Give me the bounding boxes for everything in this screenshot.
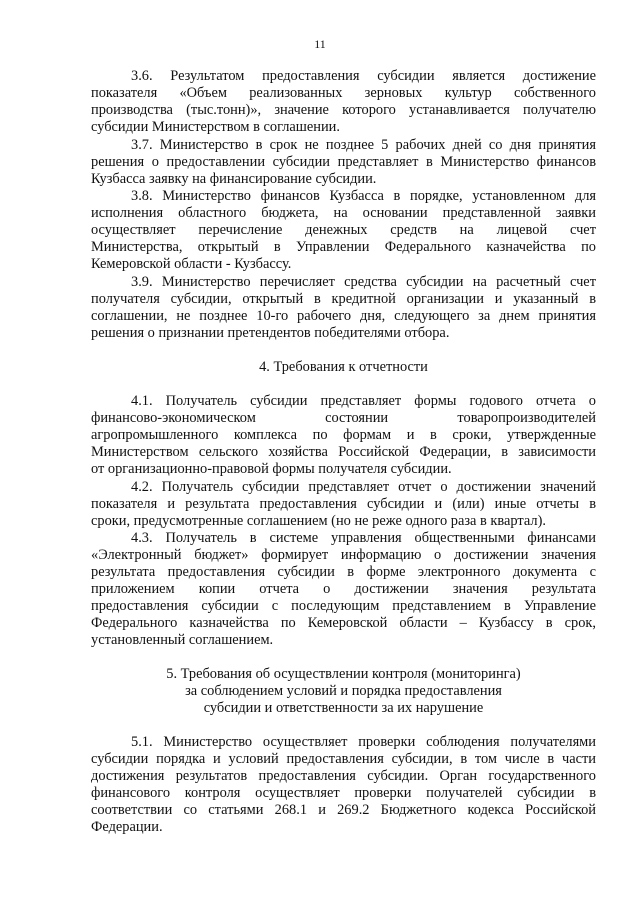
text-line: 4.2. Получатель субсидии представляет отчет о достижении значений: [131, 479, 596, 495]
text-line: получателя субсидии, открытый в кредитной организации и указанный в: [91, 291, 596, 307]
text-line: 5.1. Министерство осуществляет проверки соблюдения получателями: [131, 734, 596, 750]
text-line: показателя и результата предоставления субсидии и (или) иные отчеты в: [91, 496, 596, 512]
text-line: показателя «Объем реализованных зерновых культур собственного: [91, 85, 596, 101]
text-line: предоставления субсидии с последующим представлением в Управление: [91, 598, 596, 614]
text-line: решения о признании претендентов победителями отбора.: [91, 325, 450, 341]
text-line: субсидии порядка и условий предоставления субсидии, в том числе в части: [91, 751, 596, 767]
section-4-heading: 4. Требования к отчетности: [259, 359, 428, 375]
text-line: Кемеровской области - Кузбассу.: [91, 256, 292, 272]
text-line: 4.3. Получатель в системе управления общественными финансами: [131, 530, 596, 546]
text-line: сроки, предусмотренные соглашением (но не реже одного раза в квартал).: [91, 513, 546, 529]
text-line: Министерства, открытый в Управлении Федерального казначейства по: [91, 239, 596, 255]
text-line: Федерации.: [91, 819, 163, 835]
text-line: 3.7. Министерство в срок не позднее 5 рабочих дней со дня принятия: [131, 137, 596, 153]
text-line: 3.8. Министерство финансов Кузбасса в порядке, установленном для: [131, 188, 596, 204]
text-line: 4.1. Получатель субсидии представляет формы годового отчета о: [131, 393, 596, 409]
text-line: агропромышленного комплекса по формам и в сроки, утвержденные: [91, 427, 596, 443]
text-line: установленный соглашением.: [91, 632, 274, 648]
text-line: производства (тыс.тонн)», значение которого устанавливается получателю: [91, 102, 596, 118]
text-line: субсидии Министерством в соглашении.: [91, 119, 340, 135]
heading-line: за соблюдением условий и порядка предоставления: [185, 683, 502, 699]
text-line: финансового контроля осуществляет проверки получателей субсидии в: [91, 785, 596, 801]
text-line: от организационно-правовой формы получателя субсидии.: [91, 461, 452, 477]
text-line: 3.6. Результатом предоставления субсидии является достижение: [131, 68, 596, 84]
text-line: 3.9. Министерство перечисляет средства субсидии на расчетный счет: [131, 274, 596, 290]
text-line: осуществляет перечисление денежных средств на лицевой счет: [91, 222, 596, 238]
text-line: результата предоставления субсидии в форме электронного документа с: [91, 564, 596, 580]
text-line: соответствии со статьями 268.1 и 269.2 Бюджетного кодекса Российской: [91, 802, 596, 818]
text-line: решения о предоставлении субсидии представляет в Министерство финансов: [91, 154, 596, 170]
text-line: достижения результатов предоставления субсидии. Орган государственного: [91, 768, 596, 784]
text-line: приложением копии отчета о достижении значения результата: [91, 581, 596, 597]
text-line: Кузбасса заявку на финансирование субсидии.: [91, 171, 377, 187]
text-line: исполнения областного бюджета, на основании представленной заявки: [91, 205, 596, 221]
text-line: Министерством сельского хозяйства Российской Федерации, в зависимости: [91, 444, 596, 460]
heading-line: субсидии и ответственности за их нарушение: [203, 700, 484, 716]
heading-line: 5. Требования об осуществлении контроля (мониторинга): [166, 666, 521, 682]
text-line: «Электронный бюджет» формирует информацию о достижении значения: [91, 547, 596, 563]
text-line: финансово-экономическом состоянии товаропроизводителей: [91, 410, 596, 426]
text-line: Федерального казначейства по Кемеровской области – Кузбассу в срок,: [91, 615, 596, 631]
text-line: соглашении, не позднее 10-го рабочего дня, следующего за днем принятия: [91, 308, 596, 324]
page-number: 11: [314, 37, 326, 51]
